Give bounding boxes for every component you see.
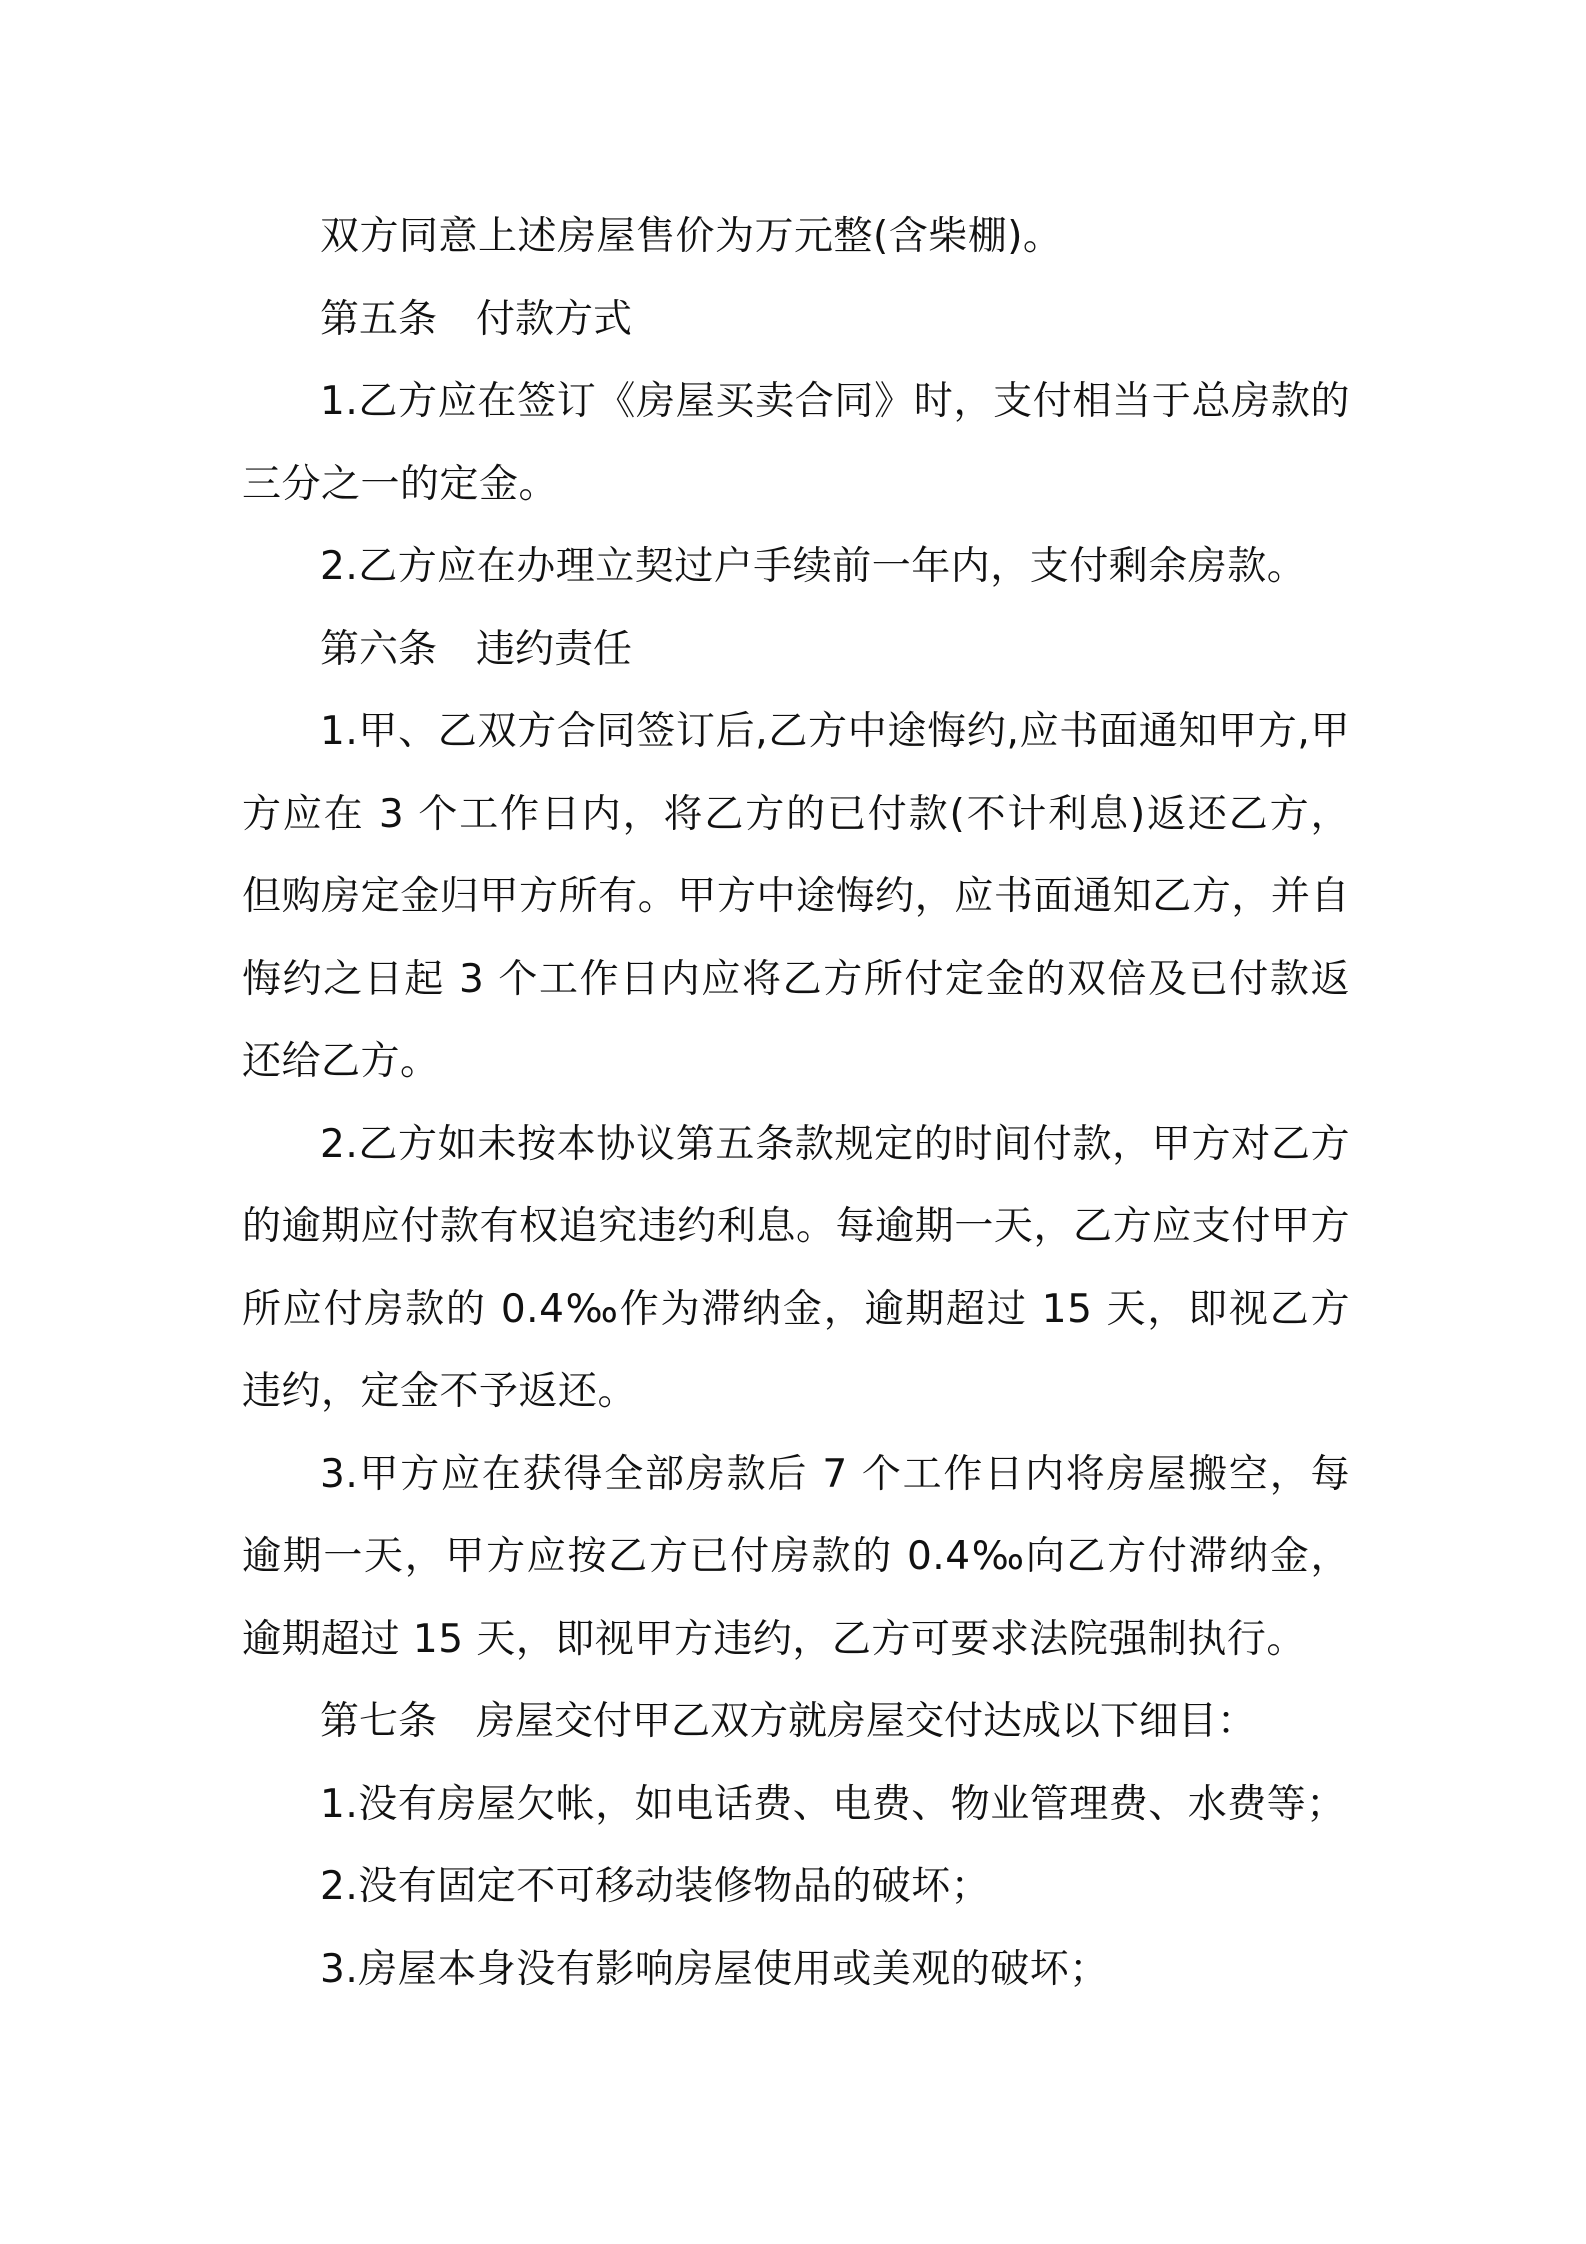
paragraph-7-3-no-damage-house: 3.房屋本身没有影响房屋使用或美观的破坏； bbox=[320, 1946, 1109, 1992]
paragraph-5-1-deposit: 1.乙方应在签订《房屋买卖合同》时，支付相当于总房款的三分之一的定金。 bbox=[242, 379, 1350, 507]
paragraph-6-3-vacate: 3.甲方应在获得全部房款后 7 个工作日内将房屋搬空，每逾期一天，甲方应按乙方已付房款的 0.4‰向乙方付滞纳金，逾期超过 15 天，即视甲方违约，乙方可要求法院强制执行。 bbox=[242, 1451, 1350, 1662]
paragraph-5-2-balance: 2.乙方应在办理立契过户手续前一年内，支付剩余房款。 bbox=[320, 544, 1307, 589]
paragraph-price-agreement: 双方同意上述房屋售价为万元整(含柴棚)。 bbox=[320, 214, 1063, 259]
paragraph-7-2-no-damage-fixtures: 2.没有固定不可移动装修物品的破坏； bbox=[320, 1864, 991, 1909]
paragraph-7-1-no-arrears: 1.没有房屋欠帐，如电话费、电费、物业管理费、水费等； bbox=[320, 1781, 1346, 1827]
document-page bbox=[242, 196, 1350, 2011]
article-5-heading: 第五条 付款方式 bbox=[320, 296, 633, 342]
paragraph-6-1-breach: 1.甲、乙双方合同签订后,乙方中途悔约,应书面通知甲方,甲方应在 3 个工作日内，将乙方的已付款(不计利息)返还乙方，但购房定金归甲方所有。甲方中途悔约，应书面通知乙方，并自悔约之日起 3 个工作日内应将乙方所付定金的双倍及已付款返还给乙方。 bbox=[242, 709, 1350, 1084]
paragraph-6-2-late-payment: 2.乙方如未按本协议第五条款规定的时间付款，甲方对乙方的逾期应付款有权追究违约利息。每逾期一天，乙方应支付甲方所应付房款的 0.4‰作为滞纳金，逾期超过 15 天，即视乙方违约，定金不予返还。 bbox=[242, 1121, 1350, 1414]
article-7-heading: 第七条 房屋交付甲乙双方就房屋交付达成以下细目： bbox=[320, 1699, 1257, 1744]
article-6-heading: 第六条 违约责任 bbox=[320, 626, 633, 672]
